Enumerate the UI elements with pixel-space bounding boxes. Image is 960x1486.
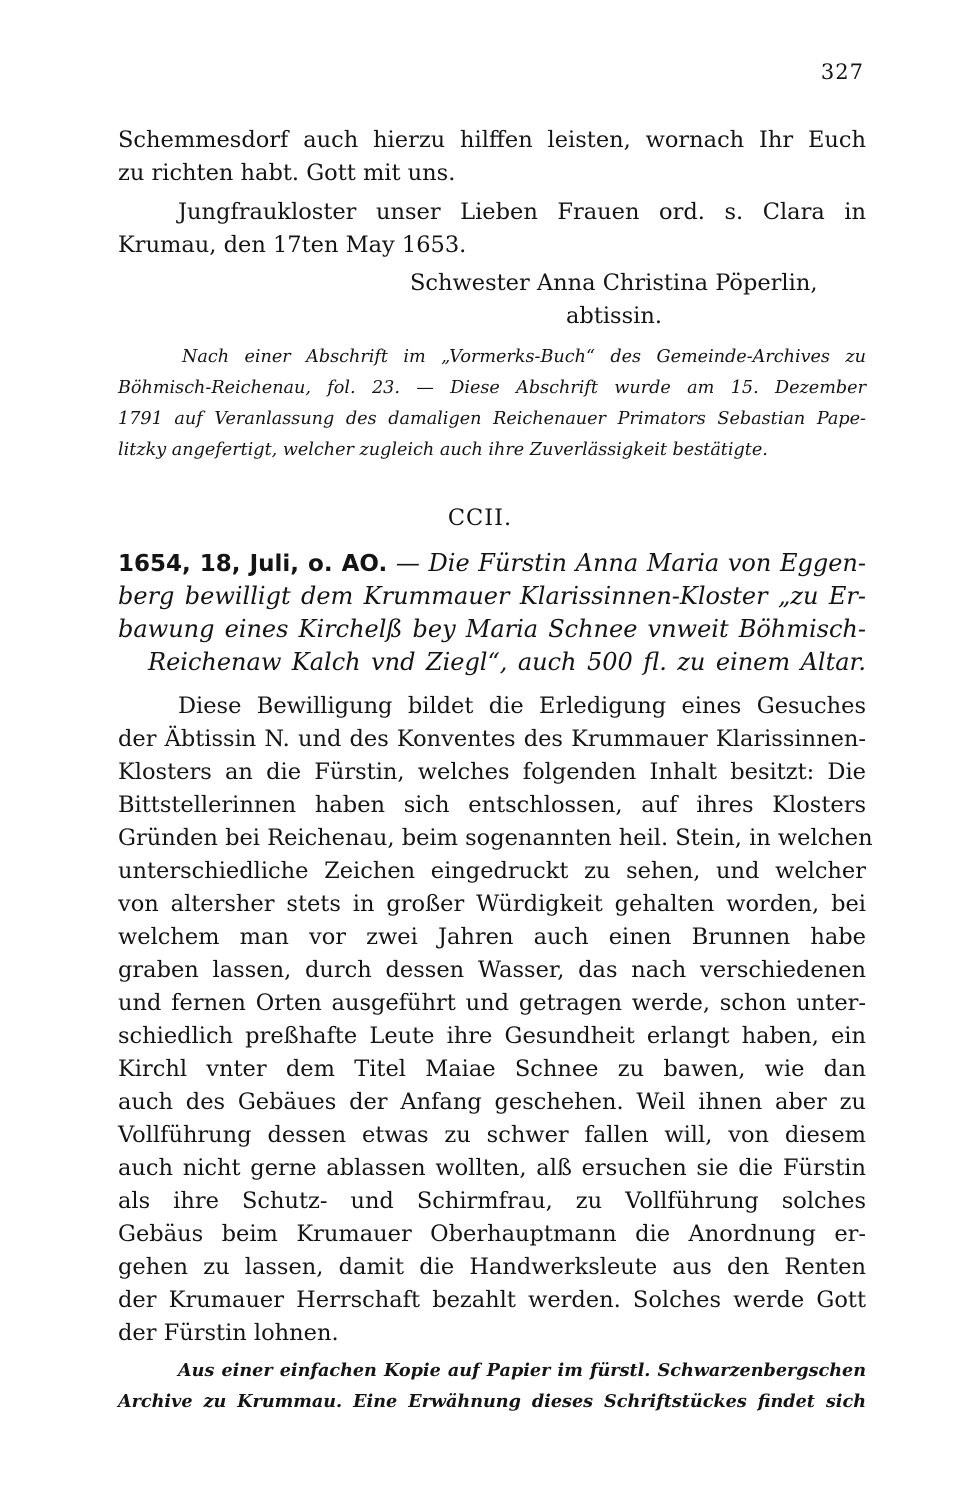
source-note (118, 342, 866, 466)
text-line: Schemmesdorf auch hierzu hilffen leisten, wornach Ihr Euch (118, 127, 866, 153)
body-line: als ihre Schutz- und Schirmfrau, zu Vollführung solches (118, 1188, 866, 1214)
body-line: Klosters an die Fürstin, welches folgenden Inhalt besitzt: Die (118, 759, 866, 785)
letter-ending (118, 124, 866, 190)
body-line: Gebäus beim Krumauer Oberhauptmann die Anordnung er- (118, 1221, 866, 1247)
body-line: Kirchl vnter dem Titel Maiae Schnee zu bawen, wie dan (118, 1056, 866, 1082)
note-line: litzky angefertigt, welcher zugleich auch ihre Zuverlässigkeit bestätigte. (118, 440, 768, 460)
footnote (118, 1355, 866, 1417)
body-text (118, 690, 873, 1350)
footnote-line: Archive zu Krummau. Eine Erwähnung dieses Schriftstückes findet sich (118, 1391, 866, 1412)
body-line: schiedlich preßhafte Leute ihre Gesundheit erlangt haben, ein (118, 1023, 866, 1049)
body-line: Vollführung dessen etwas zu schwer fallen will, von diesem (118, 1122, 866, 1148)
signature-title: abtissin. (566, 303, 662, 329)
body-line: Diese Bewilligung bildet die Erledigung eines Gesuches (178, 693, 866, 719)
signature-name: Schwester Anna Christina Pöperlin, (410, 270, 818, 296)
document-heading (118, 547, 866, 679)
text-line: zu richten habt. Gott mit uns. (118, 160, 456, 186)
body-line: auch nicht gerne ablassen wollten, alß ersuchen sie die Fürstin (118, 1155, 866, 1181)
body-line: gehen zu lassen, damit die Handwerksleute aus den Renten (118, 1254, 866, 1280)
text-line: Jungfraukloster unser Lieben Frauen ord. s. Clara in (178, 199, 866, 225)
heading-line: berg bewilligt dem Krummauer Klarissinnen-Kloster „zu Er- (118, 582, 866, 610)
heading-line (118, 547, 866, 580)
body-line: der Fürstin lohnen. (118, 1320, 339, 1346)
heading-line: bawung eines Kirchelß bey Maria Schnee vnweit Böhmisch- (118, 615, 866, 643)
body-line: auch des Gebäues der Anfang geschehen. Weil ihnen aber zu (118, 1089, 866, 1115)
text-line: Krumau, den 17ten May 1653. (118, 232, 467, 258)
body-line: graben lassen, durch dessen Wasser, das nach verschiedenen (118, 957, 866, 983)
note-line: Nach einer Abschrift im „Vormerks-Buch“ des Gemeinde-Archives zu (182, 347, 866, 367)
body-line: der Äbtissin N. und des Konventes des Krummauer Klarissinnen- (118, 726, 866, 752)
body-line: von altersher stets in großer Würdigkeit gehalten worden, bei (118, 891, 866, 917)
body-line: der Krumauer Herrschaft bezahlt werden. Solches werde Gott (118, 1287, 866, 1313)
heading-line: Reichenaw Kalch vnd Ziegl“, auch 500 fl. zu einem Altar. (148, 648, 866, 676)
place-date (118, 196, 866, 262)
document-number: CCII. (447, 505, 513, 531)
body-line: Gründen bei Reichenau, beim sogenannten heil. Stein, in welchen (118, 825, 873, 851)
body-line: Bittstellerinnen haben sich entschlossen, auf ihres Klosters (118, 792, 866, 818)
note-line: Böhmisch-Reichenau, fol. 23. — Diese Abschrift wurde am 15. Dezember (118, 378, 866, 398)
body-line: welchem man vor zwei Jahren auch einen Brunnen habe (118, 924, 866, 950)
footnote-line: Aus einer einfachen Kopie auf Papier im fürstl. Schwarzenbergschen (178, 1360, 866, 1381)
note-line: 1791 auf Veranlassung des damaligen Reichenauer Primators Sebastian Pape- (118, 409, 866, 429)
body-line: unterschiedliche Zeichen eingedruckt zu sehen, und welcher (118, 858, 866, 884)
body-line: und fernen Orten ausgeführt und getragen werde, schon unter- (118, 990, 866, 1016)
heading-date: 1654, 18, Juli, o. AO. (118, 551, 388, 577)
page-number: 327 (820, 60, 864, 84)
heading-text: — Die Fürstin Anna Maria von Eggen- (395, 549, 866, 577)
